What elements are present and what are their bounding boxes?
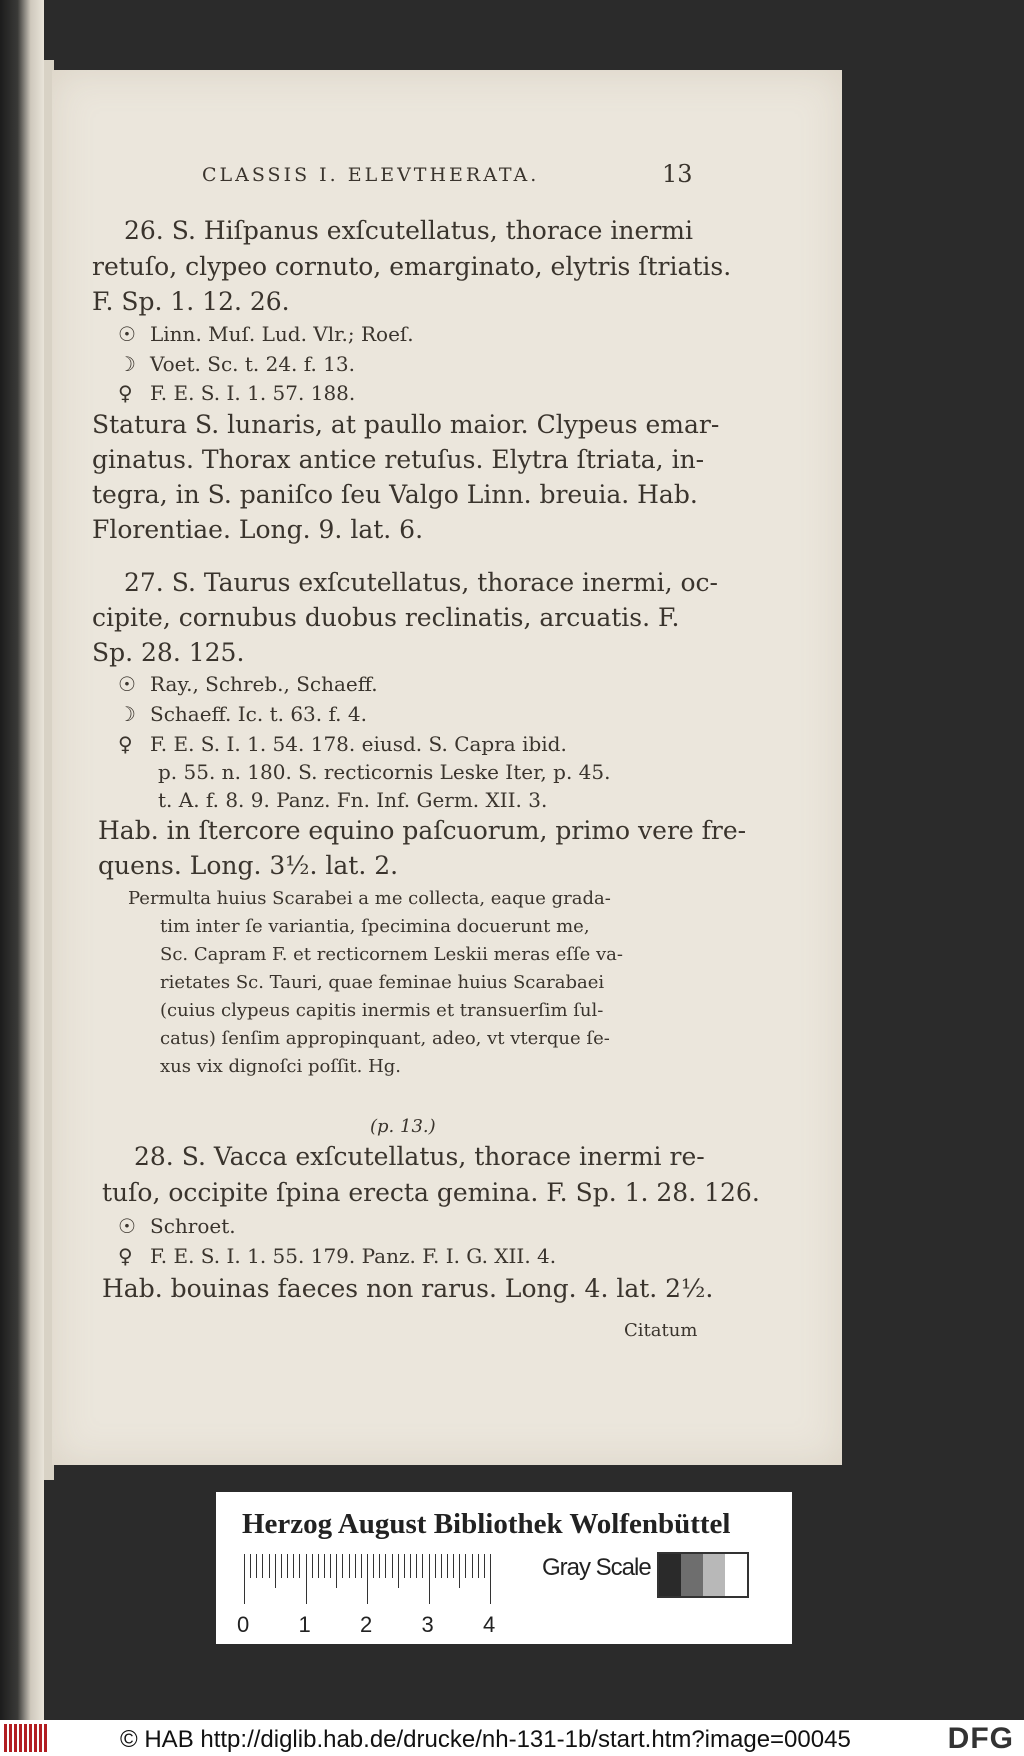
ruler-tick [312,1554,313,1578]
dfg-logo: DFG [947,1722,1014,1755]
ruler-tick [336,1554,337,1588]
text-line [92,254,731,279]
text-line-content: Hab. bouinas faeces non rarus. Long. 4. lat. 2½. [102,1274,714,1303]
ruler-tick [441,1554,442,1578]
ruler-tick [330,1554,331,1578]
gray-swatch [659,1554,681,1596]
gray-scale-swatches [657,1552,749,1598]
text-line [118,674,378,694]
source-url[interactable]: © HAB http://diglib.hab.de/drucke/nh-131-1b/start.htm?image=00045 [120,1726,851,1753]
ruler-tick [385,1554,386,1578]
text-line-content: Florentiae. Long. 9. lat. 6. [92,515,424,544]
ruler-tick [244,1554,245,1604]
text-line-content: F. E. S. I. 1. 54. 178. eiusd. S. Capra ibid. [150,732,567,756]
viewer-footer [0,1720,1024,1756]
library-name: Herzog August Bibliothek Wolfenbüttel [242,1508,731,1540]
text-line [102,1276,713,1301]
text-line [160,1002,603,1020]
book-page [52,70,842,1465]
text-line-content: ginatus. Thorax antice retuſus. Elytra ſtriata, in- [92,445,705,474]
ruler-tick [262,1554,263,1578]
text-line [92,640,244,665]
ruler-number: 2 [360,1612,373,1637]
color-calibration-card [216,1492,792,1644]
text-line [370,1118,436,1136]
text-line-content: Schroet. [150,1214,236,1238]
ruler-number: 0 [237,1612,250,1637]
text-line-content: F. E. S. I. 1. 55. 179. Panz. F. I. G. XII. 4. [150,1244,557,1268]
text-line-content: Statura S. lunaris, at paullo maior. Clypeus emar- [92,410,720,439]
text-line-content: tim inter ſe variantia, ſpecimina docuerunt me, [160,916,590,937]
ruler-tick [275,1554,276,1588]
ruler-tick [256,1554,257,1578]
ruler-tick [416,1554,417,1578]
text-line [160,974,604,992]
ruler-tick [367,1554,368,1604]
text-line-content: (p. 13.) [370,1116,436,1137]
text-line [160,1058,401,1076]
text-line [160,1030,610,1048]
page-number: 13 [662,160,693,188]
text-line-content: 26. S. Hiſpanus exſcutellatus, thorace inermi [124,216,693,245]
text-line-content: Sc. Capram F. et recticornem Leskii meras eſſe va- [160,944,623,965]
ruler-tick [422,1554,423,1578]
text-line [92,447,704,472]
running-title: CLASSIS I. ELEVTHERATA. [202,164,540,186]
ruler-tick [459,1554,460,1588]
astro-symbol-icon: ♀ [118,1244,133,1268]
gray-swatch [725,1554,747,1596]
ruler-tick [318,1554,319,1578]
text-line-content: Citatum [624,1320,698,1341]
ruler-tick [398,1554,399,1588]
book-spine-edge [0,0,44,1720]
text-line-content: retuſo, clypeo cornuto, emarginato, elytris ſtriatis. [92,252,732,281]
ruler-tick [281,1554,282,1578]
text-line [92,517,423,542]
text-line [118,704,367,724]
text-line [124,570,718,595]
text-line-content: Permulta huius Scarabei a me collecta, eaque grada- [128,888,611,909]
ruler-tick [324,1554,325,1578]
ruler-tick [306,1554,307,1604]
text-line-content: (cuius clypeus capitis inermis et transuerſim ſul- [160,1000,604,1021]
text-line-content: tegra, in S. paniſco ſeu Valgo Linn. breuia. Hab. [92,480,698,509]
text-line [92,605,679,630]
ruler-tick [404,1554,405,1578]
text-line-content: catus) ſenſim appropinquant, adeo, vt vterque ſe- [160,1028,610,1049]
text-line [128,890,611,908]
text-line-content: Ray., Schreb., Schaeff. [150,672,378,696]
text-line [118,383,355,403]
text-line-content: Voet. Sc. t. 24. f. 13. [150,352,355,376]
gray-swatch [681,1554,703,1596]
text-line [92,289,290,314]
text-line-content: rietates Sc. Tauri, quae feminae huius Scarabaei [160,972,605,993]
ruler-tick [472,1554,473,1578]
text-line-content: 28. S. Vacca exſcutellatus, thorace inermi re- [134,1142,705,1171]
ruler-tick [379,1554,380,1578]
ruler-number: 1 [298,1612,311,1637]
text-line [624,1322,697,1340]
ruler-tick [373,1554,374,1578]
gray-swatch [703,1554,725,1596]
ruler-tick [484,1554,485,1578]
ruler-number: 3 [421,1612,434,1637]
ruler-tick [410,1554,411,1578]
ruler-tick [429,1554,430,1604]
astro-symbol-icon: ☽ [118,352,136,376]
text-line-content: t. A. f. 8. 9. Panz. Fn. Inf. Germ. XII. 3. [158,788,548,812]
text-line [92,482,698,507]
text-line [102,1180,760,1205]
text-line-content: p. 55. n. 180. S. recticornis Leske Iter, p. 45. [158,760,611,784]
text-line-content: 27. S. Taurus exſcutellatus, thorace inermi, oc- [124,568,718,597]
text-line-content: Schaeff. Ic. t. 63. f. 4. [150,702,367,726]
ruler-tick [287,1554,288,1578]
text-line [158,762,610,782]
ruler-tick [447,1554,448,1578]
astro-symbol-icon: ☉ [118,322,136,346]
ruler-tick [355,1554,356,1578]
ruler-tick [293,1554,294,1578]
text-line-content: F. E. S. I. 1. 57. 188. [150,381,356,405]
astro-symbol-icon: ♀ [118,732,133,756]
ruler-tick [269,1554,270,1578]
ruler-tick [361,1554,362,1578]
ruler-tick [465,1554,466,1578]
hab-logo-icon [4,1724,48,1752]
text-line-content: tuſo, occipite ſpina erecta gemina. F. Sp. 1. 28. 126. [102,1178,760,1207]
astro-symbol-icon: ☉ [118,1214,136,1238]
ruler-number: 4 [483,1612,496,1637]
text-line [158,790,547,810]
text-line-content: Sp. 28. 125. [92,638,245,667]
astro-symbol-icon: ☽ [118,702,136,726]
text-line [134,1144,705,1169]
ruler-tick [349,1554,350,1578]
text-line-content: Linn. Muſ. Lud. Vlr.; Roeſ. [150,322,414,346]
ruler-tick [490,1554,491,1604]
astro-symbol-icon: ☉ [118,672,136,696]
ruler-tick [435,1554,436,1578]
ruler-tick [478,1554,479,1578]
ruler-tick [250,1554,251,1578]
text-line [98,818,746,843]
ruler-tick [299,1554,300,1578]
gray-scale-label: Gray Scale [542,1554,651,1581]
text-line [118,354,355,374]
text-line [124,218,693,243]
ruler-tick [453,1554,454,1578]
text-line-content: F. Sp. 1. 12. 26. [92,287,290,316]
text-line-content: xus vix dignoſci poſſit. Hg. [160,1056,402,1077]
text-line [118,324,414,344]
text-line [92,412,719,437]
text-line [118,1246,556,1266]
text-line [118,734,567,754]
text-line [160,918,590,936]
ruler-tick [342,1554,343,1578]
text-line [160,946,623,964]
ruler-tick [392,1554,393,1578]
text-line-content: cipite, cornubus duobus reclinatis, arcuatis. F. [92,603,680,632]
astro-symbol-icon: ♀ [118,381,133,405]
text-line-content: quens. Long. 3½. lat. 2. [98,851,399,880]
text-line-content: Hab. in ſtercore equino paſcuorum, primo vere fre- [98,816,747,845]
text-line [98,853,398,878]
text-line [118,1216,236,1236]
